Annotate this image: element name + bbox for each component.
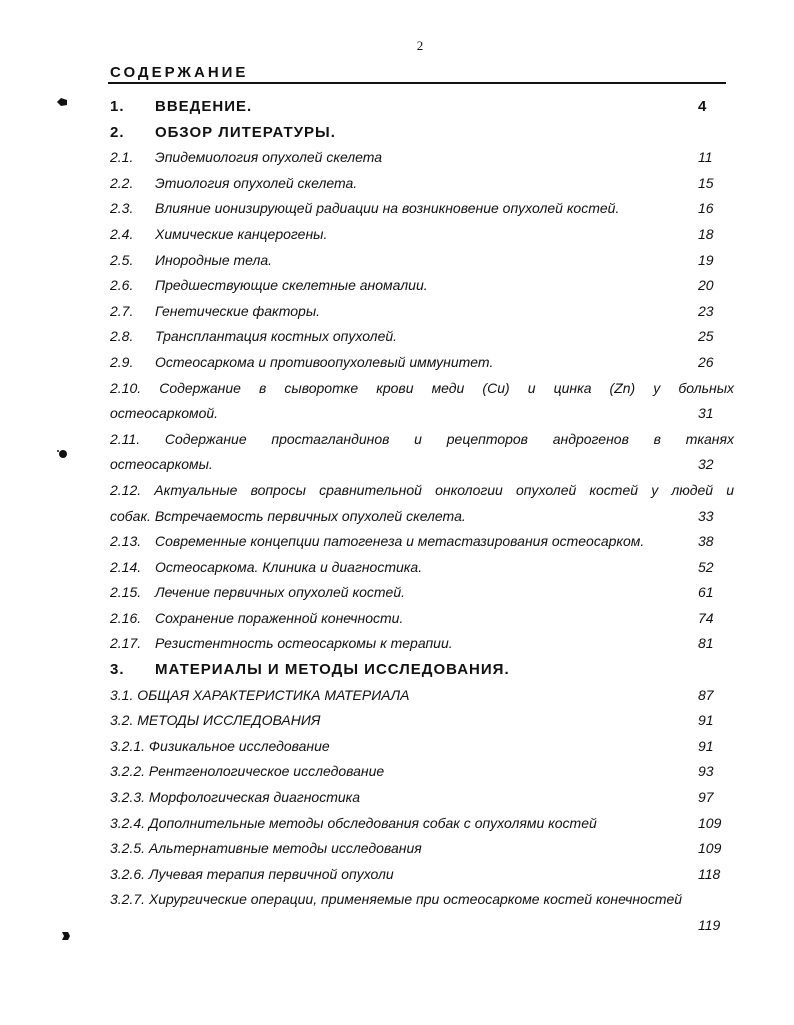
page-title: СОДЕРЖАНИЕ	[110, 64, 249, 81]
toc-entry-title: Эпидемиология опухолей скелета	[155, 149, 383, 166]
toc-entry-title: Лечение первичных опухолей костей.	[155, 584, 405, 601]
toc-entry-line2[interactable]	[110, 401, 734, 427]
toc-entry-title: 3.1. ОБЩАЯ ХАРАКТЕРИСТИКА МАТЕРИАЛА	[110, 686, 410, 703]
toc-entry-title: Химические канцерогены.	[155, 225, 328, 242]
toc-entry-title: 3.2.1. Физикальное исследование	[110, 737, 330, 754]
toc-entry-number: 2.2.	[110, 174, 134, 191]
toc-entry-number: 2.15.	[110, 584, 142, 601]
binder-hole-mark	[56, 97, 66, 107]
toc-entry[interactable]	[110, 580, 734, 606]
toc-entry-title: Влияние ионизирующей радиации на возникновение опухолей костей.	[155, 200, 620, 217]
toc-entry-page: 18	[698, 225, 714, 242]
toc-entry-title: 3.2.2. Рентгенологическое исследование	[110, 763, 385, 780]
toc-entry-page: 31	[698, 405, 714, 422]
toc-entry-number: 2.8.	[110, 328, 134, 345]
toc-entry-title: 3.2.7. Хирургические операции, применяемые при остеосаркоме костей конечностей	[110, 891, 683, 908]
toc-entry-number: 2.	[110, 123, 125, 141]
toc-entry-title-continued: остеосаркомой.	[110, 405, 219, 422]
toc-entry[interactable]	[110, 171, 734, 197]
toc-entry-page: 52	[698, 558, 714, 575]
toc-entry-title: Генетические факторы.	[155, 302, 321, 319]
toc-entry-title: ОБЗОР ЛИТЕРАТУРЫ.	[155, 123, 336, 141]
toc-entry-title: Резистентность остеосаркомы к терапии.	[155, 635, 453, 652]
toc-entry-page: 33	[698, 507, 714, 524]
toc-entry-number: 2.7.	[110, 302, 134, 319]
toc-entry[interactable]	[110, 631, 734, 657]
toc-entry-title: 3.2.3. Морфологическая диагностика	[110, 789, 361, 806]
toc-entry-line1[interactable]	[110, 427, 734, 453]
toc-entry-number: 2.13.	[110, 533, 142, 550]
toc-entry-number: 2.6.	[110, 277, 134, 294]
toc-entry-number: 2.3.	[110, 200, 134, 217]
toc-entry-materials-methods[interactable]	[110, 657, 734, 683]
toc-entry-page: 19	[698, 251, 714, 268]
toc-entry-page: 91	[698, 737, 714, 754]
toc-entry-number: 2.4.	[110, 225, 134, 242]
toc-entry-page: 32	[698, 456, 714, 473]
toc-entry[interactable]	[110, 836, 734, 862]
toc-entry-page: 26	[698, 353, 714, 370]
toc-entry-number: 2.1.	[110, 149, 134, 166]
toc-entry-title: Предшествующие скелетные аномалии.	[155, 277, 428, 294]
toc-entry-title: 3.2.6. Лучевая терапия первичной опухоли	[110, 865, 394, 882]
toc-entry-line1[interactable]	[110, 478, 734, 504]
toc-entry-line2[interactable]	[110, 504, 734, 530]
toc-entry-page: 15	[698, 174, 714, 191]
toc-entry-literature-review[interactable]	[110, 120, 734, 146]
toc-entry-title: 3.2.5. Альтернативные методы исследования	[110, 840, 422, 857]
toc-entry-number: 3.	[110, 661, 125, 679]
toc-entry-page: 87	[698, 686, 714, 703]
toc-entry-title-continued: собак. Встречаемость первичных опухолей скелета.	[110, 507, 466, 524]
toc-entry-title: 3.2.4. Дополнительные методы обследования собак с опухолями костей	[110, 814, 597, 831]
toc-entry-title: Трансплантация костных опухолей.	[155, 328, 398, 345]
toc-entry-page: 4	[698, 98, 707, 115]
toc-entry[interactable]	[110, 606, 734, 632]
toc-entry-line2[interactable]	[110, 452, 734, 478]
toc-entry-title: 2.12. Актуальные вопросы сравнительной онкологии опухолей костей у людей и	[110, 481, 734, 498]
toc-entry-title: Современные концепции патогенеза и метастазирования остеосарком.	[155, 533, 645, 550]
page-number: 2	[416, 38, 424, 53]
toc-entry[interactable]	[110, 862, 734, 888]
heading-divider	[108, 82, 726, 84]
toc-entry-page: 20	[698, 277, 714, 294]
toc-entry[interactable]	[110, 708, 734, 734]
toc-entry[interactable]	[110, 324, 734, 350]
toc-entry-page: 11	[698, 149, 713, 166]
binder-hole-mark	[56, 448, 66, 458]
toc-entry[interactable]	[110, 196, 734, 222]
toc-entry[interactable]	[110, 529, 734, 555]
toc-entry-number: 2.16.	[110, 609, 142, 626]
toc-entry[interactable]	[110, 683, 734, 709]
toc-entry-page: 93	[698, 763, 714, 780]
toc-entry-title: 2.10. Содержание в сыворотке крови меди (Cu) и цинка (Zn) у больных	[110, 379, 734, 396]
toc-entry[interactable]	[110, 350, 734, 376]
toc-entry-number: 2.17.	[110, 635, 142, 652]
toc-entry-page: 118	[698, 865, 721, 882]
toc-entry-line1[interactable]	[110, 887, 734, 913]
table-of-contents	[110, 94, 734, 939]
toc-entry-page: 91	[698, 712, 714, 729]
toc-entry-title: МАТЕРИАЛЫ И МЕТОДЫ ИССЛЕДОВАНИЯ.	[155, 661, 510, 679]
toc-entry-page: 25	[698, 328, 714, 345]
toc-entry-page: 23	[698, 302, 714, 319]
toc-entry-title: Остеосаркома и противоопухолевый иммунитет.	[155, 353, 494, 370]
toc-entry[interactable]	[110, 273, 734, 299]
toc-entry-title-continued: остеосаркомы.	[110, 456, 213, 473]
toc-entry-page: 109	[698, 840, 722, 857]
toc-entry-line2[interactable]	[110, 913, 734, 939]
toc-entry[interactable]	[110, 555, 734, 581]
toc-entry[interactable]	[110, 811, 734, 837]
toc-entry-number: 1.	[110, 98, 125, 115]
toc-entry-page: 81	[698, 635, 714, 652]
toc-entry[interactable]	[110, 222, 734, 248]
toc-entry-title: Остеосаркома. Клиника и диагностика.	[155, 558, 423, 575]
toc-entry-page: 16	[698, 200, 714, 217]
toc-entry[interactable]	[110, 785, 734, 811]
toc-entry-number: 2.14.	[110, 558, 142, 575]
toc-entry-page: 74	[698, 609, 714, 626]
toc-entry[interactable]	[110, 734, 734, 760]
toc-entry[interactable]	[110, 759, 734, 785]
toc-entry-number: 2.5.	[110, 251, 134, 268]
toc-entry-number: 2.9.	[110, 353, 134, 370]
toc-entry-line1[interactable]	[110, 376, 734, 402]
toc-entry-title: 2.11. Содержание простагландинов и рецепторов андрогенов в тканях	[110, 430, 734, 447]
toc-entry-title: Инородные тела.	[155, 251, 273, 268]
toc-entry[interactable]	[110, 299, 734, 325]
toc-entry-title: Этиология опухолей скелета.	[155, 174, 358, 191]
toc-entry-title: ВВЕДЕНИЕ.	[155, 98, 253, 115]
toc-entry-page: 119	[698, 917, 721, 933]
toc-entry-title: Сохранение пораженной конечности.	[155, 609, 404, 626]
toc-entry-page: 38	[698, 533, 714, 550]
toc-entry-page: 97	[698, 789, 714, 806]
toc-entry-page: 109	[698, 814, 722, 831]
toc-entry[interactable]	[110, 248, 734, 274]
binder-hole-mark	[60, 930, 70, 940]
toc-entry-introduction[interactable]	[110, 94, 734, 120]
toc-entry-title: 3.2. МЕТОДЫ ИССЛЕДОВАНИЯ	[110, 712, 321, 729]
toc-entry-page: 61	[698, 584, 714, 601]
toc-entry[interactable]	[110, 145, 734, 171]
